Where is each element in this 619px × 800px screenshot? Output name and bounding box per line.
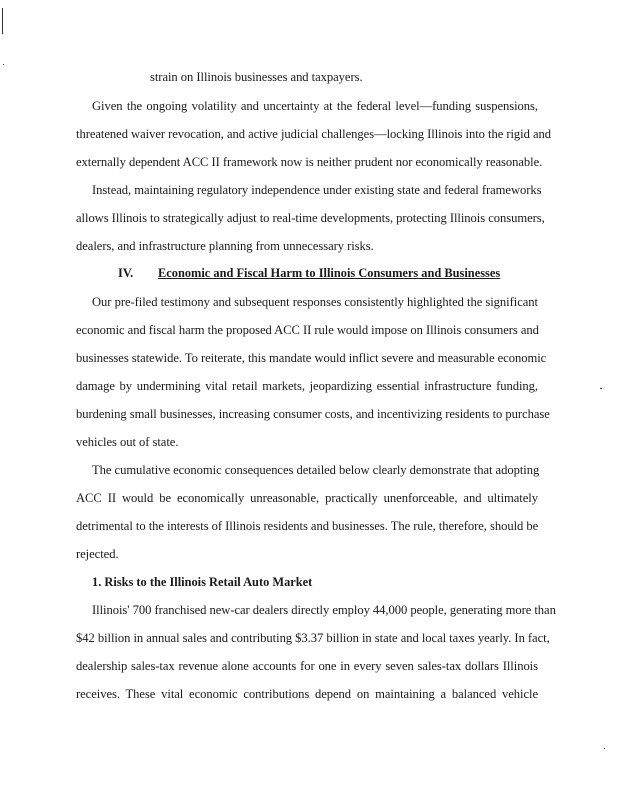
text-line: $42 billion in annual sales and contributing $3.37 billion in state and local taxes yearly. In fact, <box>76 631 550 645</box>
text-line: economic and fiscal harm the proposed ACC II rule would impose on Illinois consumers and <box>76 323 539 337</box>
section-title: Economic and Fiscal Harm to Illinois Consumers and Businesses <box>158 266 501 280</box>
text-line: dealership sales-tax revenue alone accounts for one in every seven sales-tax dollars Illinois <box>76 659 538 673</box>
text-line: dealers, and infrastructure planning from unnecessary risks. <box>76 239 374 253</box>
text-line: burdening small businesses, increasing consumer costs, and incentivizing residents to purchase <box>76 407 550 421</box>
text-line: allows Illinois to strategically adjust to real-time developments, protecting Illinois consumers, <box>76 211 545 225</box>
subsection-heading: 1. Risks to the Illinois Retail Auto Market <box>92 575 313 589</box>
text-line: strain on Illinois businesses and taxpayers. <box>150 70 363 84</box>
text-line: Instead, maintaining regulatory independence under existing state and federal frameworks <box>92 183 542 197</box>
text-line: Given the ongoing volatility and uncertainty at the federal level—funding suspensions, <box>92 99 538 113</box>
section-number: IV. <box>118 266 134 280</box>
text-line: businesses statewide. To reiterate, this mandate would inflict severe and measurable economic <box>76 351 547 365</box>
text-line: Illinois' 700 franchised new-car dealers directly employ 44,000 people, generating more than <box>92 603 556 617</box>
scan-dot-bottom-right <box>604 748 605 749</box>
text-line: threatened waiver revocation, and active judicial challenges—locking Illinois into the rigid and <box>76 127 551 141</box>
scan-dot-right <box>600 388 602 389</box>
text-line: Our pre-filed testimony and subsequent responses consistently highlighted the significant <box>92 295 538 309</box>
text-line: The cumulative economic consequences detailed below clearly demonstrate that adopting <box>92 463 540 477</box>
text-line: rejected. <box>76 547 119 561</box>
scan-dot-left <box>3 64 4 65</box>
text-line: vehicles out of state. <box>76 435 179 449</box>
text-line: receives. These vital economic contributions depend on maintaining a balanced vehicle <box>76 687 538 701</box>
text-line: detrimental to the interests of Illinois residents and businesses. The rule, therefore, should be <box>76 519 539 533</box>
text-line: ACC II would be economically unreasonable, practically unenforceable, and ultimately <box>76 491 538 505</box>
scan-mark-top-left <box>2 8 3 34</box>
text-line: damage by undermining vital retail markets, jeopardizing essential infrastructure funding, <box>76 379 538 393</box>
text-line: externally dependent ACC II framework now is neither prudent nor economically reasonable. <box>76 155 543 169</box>
